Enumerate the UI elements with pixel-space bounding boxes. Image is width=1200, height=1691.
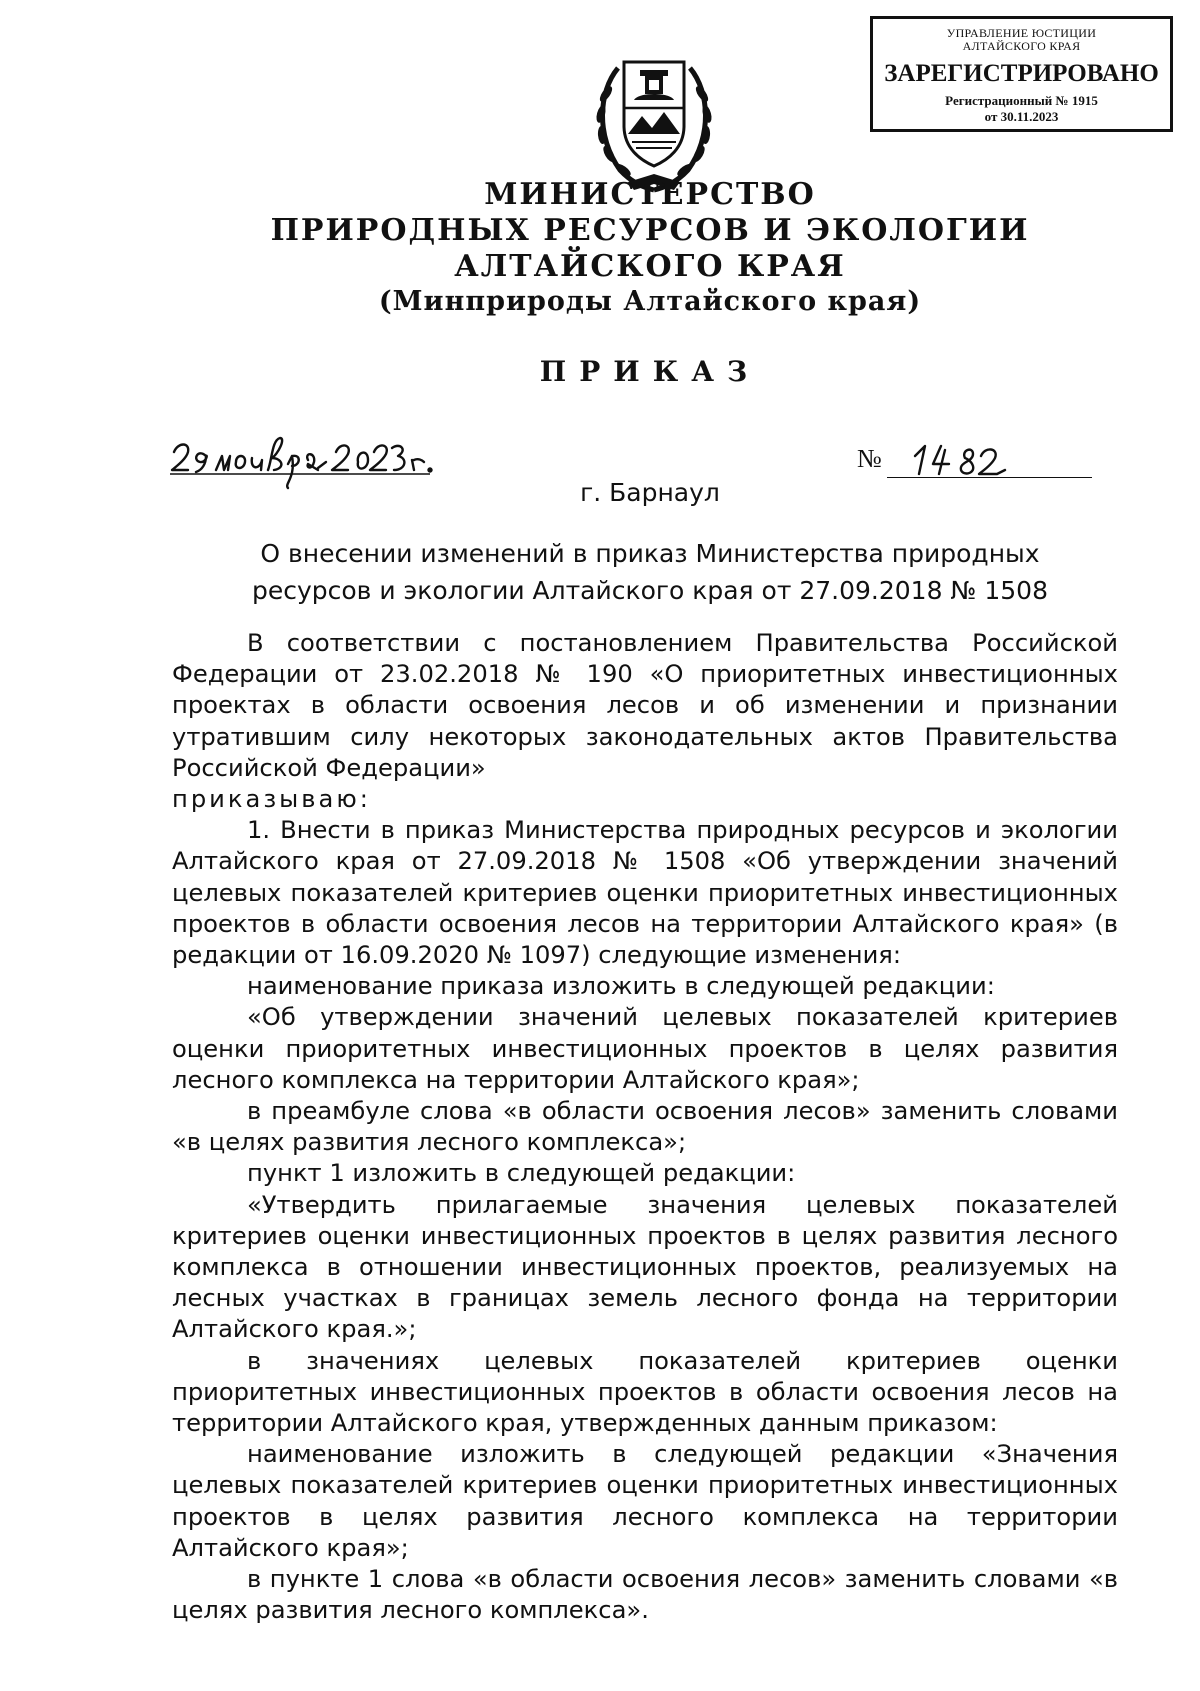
registration-stamp <box>870 16 1173 132</box>
body-order-word: приказываю: <box>172 785 371 814</box>
ministry-title-line1: МИНИСТЕРСТВО <box>484 177 816 212</box>
body-paragraph-6: пункт 1 изложить в следующей редакции: <box>247 1159 796 1188</box>
order-body <box>172 628 1118 1627</box>
body-paragraph-item1: 1. Внести в приказ Министерства природных ресурсов и экологии Алтайского края от 27.09.2018 № 1508 «Об утверждении значений целевых показателей критериев оценки приоритетных инвестиционных проектов в области освоения лесов на территории Алтайского края» (в редакции от 16.09.2020 № 1097) следующие изменения: <box>172 816 1118 970</box>
handwritten-number <box>907 440 1007 480</box>
document-type: ПРИКАЗ <box>539 355 761 388</box>
stamp-department-line1: УПРАВЛЕНИЕ ЮСТИЦИИ <box>946 26 1097 40</box>
body-paragraph-5: в преамбуле слова «в области освоения лесов» заменить словами «в целях развития лесного комплекса»; <box>172 1097 1118 1157</box>
stamp-reg-number: Регистрационный № 1915 <box>945 93 1098 108</box>
body-paragraph-7: «Утвердить прилагаемые значения целевых показателей критериев оценки инвестиционных проектов в целях развития лесного комплекса в отношении инвестиционных проектов, реализуемых на лесных участках в границах земель лесного фонда на территории Алтайского края.»; <box>172 1190 1118 1344</box>
order-subject <box>200 535 1100 609</box>
stamp-department <box>873 27 1170 53</box>
number-sign: № <box>857 444 882 473</box>
subject-line1: О внесении изменений в приказ Министерства природных <box>260 539 1040 568</box>
body-paragraph-preamble: В соответствии с постановлением Правительства Российской Федерации от 23.02.2018 № 190 «О приоритетных инвестиционных проектах в области освоения лесов и об изменении и признании утратившим силу некоторых законодательных актов Правительства Российской Федерации» <box>172 629 1118 782</box>
body-paragraph-4: «Об утверждении значений целевых показателей критериев оценки приоритетных инвестиционных проектов в целях развития лесного комплекса на территории Алтайского края»; <box>172 1003 1118 1094</box>
subject-line2: ресурсов и экологии Алтайского края от 27.09.2018 № 1508 <box>251 576 1048 605</box>
body-paragraph-10: в пункте 1 слова «в области освоения лесов» заменить словами «в целях развития лесного комплекса». <box>172 1565 1118 1625</box>
city: г. Барнаул <box>580 478 720 507</box>
ministry-title-line3: АЛТАЙСКОГО КРАЯ <box>454 249 846 284</box>
body-paragraph-3: наименование приказа изложить в следующей редакции: <box>247 972 995 1001</box>
stamp-department-line2: АЛТАЙСКОГО КРАЯ <box>962 39 1081 53</box>
body-paragraph-8: в значениях целевых показателей критериев оценки приоритетных инвестиционных проектов в области освоения лесов на территории Алтайского края, утвержденных данным приказом: <box>172 1346 1118 1438</box>
ministry-short-name: (Минприроды Алтайского края) <box>378 286 922 317</box>
stamp-status: ЗАРЕГИСТРИРОВАНО <box>884 60 1159 87</box>
coat-of-arms-icon <box>588 42 720 194</box>
stamp-reg-date: от 30.11.2023 <box>984 109 1059 124</box>
ministry-title-line2: ПРИРОДНЫХ РЕСУРСОВ И ЭКОЛОГИИ <box>270 213 1030 248</box>
body-paragraph-9: наименование изложить в следующей редакции «Значения целевых показателей критериев оценки приоритетных инвестиционных проектов в целях развития лесного комплекса на территории Алтайского края»; <box>172 1440 1118 1562</box>
